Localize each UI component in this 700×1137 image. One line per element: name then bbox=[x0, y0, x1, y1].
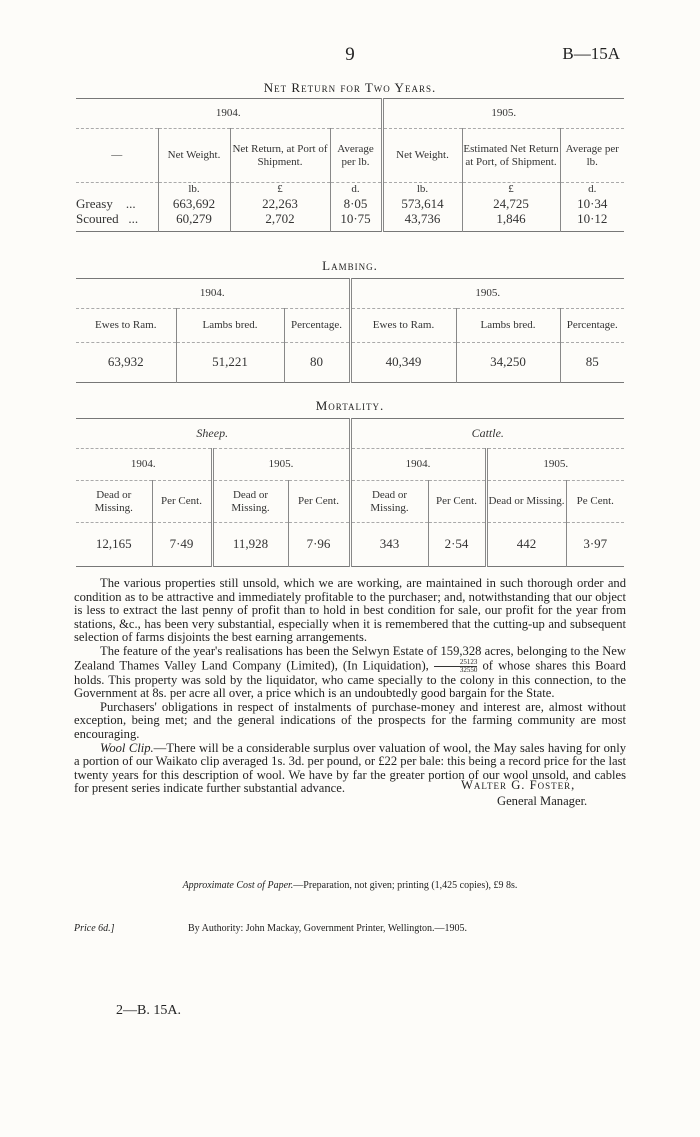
ewes-value-1905: 40,349 bbox=[350, 343, 456, 383]
unit-pence-1905: d. bbox=[560, 183, 624, 197]
blank-column-header: — bbox=[111, 149, 123, 162]
signature-title: General Manager. bbox=[497, 794, 588, 808]
percentage-value-1905: 85 bbox=[560, 343, 624, 383]
scoured-weight-1905: 43,736 bbox=[382, 212, 462, 232]
lambing-year-1904: 1904. bbox=[76, 279, 350, 309]
cattle-dead-value-1904: 343 bbox=[350, 523, 428, 567]
unit-lb-1904: lb. bbox=[158, 183, 230, 197]
ewes-header-1904: Ewes to Ram. bbox=[95, 319, 157, 332]
greasy-weight-1904: 663,692 bbox=[158, 197, 230, 212]
net-weight-header-1904: Net Weight. bbox=[158, 129, 230, 183]
greasy-weight-1905: 573,614 bbox=[382, 197, 462, 212]
sheep-year-1904: 1904. bbox=[130, 458, 156, 471]
cattle-year-1905: 1905. bbox=[486, 449, 624, 481]
unit-pence-1904: d. bbox=[330, 183, 382, 197]
ewes-value-1904: 63,932 bbox=[107, 354, 144, 370]
net-return-title: Net Return for Two Years. bbox=[263, 80, 437, 95]
lambing-year-1905: 1905. bbox=[350, 279, 624, 309]
table-row-label: Scoured ... bbox=[76, 210, 139, 226]
greasy-average-1904: 8·05 bbox=[330, 197, 382, 212]
sheep-year-1905: 1905. bbox=[212, 449, 350, 481]
scoured-weight-1904: 60,279 bbox=[158, 212, 230, 232]
scoured-return-1904: 2,702 bbox=[230, 212, 330, 232]
paragraph-selwyn-estate: The feature of the year's realisations has been the Selwyn Estate of 159,328 acres, belonging to the New Zealand Thames Valley Land Company (Limited), (In Liquidation), $\frac{25123}{32550}$ of whose shares this Board holds. This property was sold by the liquidator, who came specially to the colony in this connection, to the Government at 8s. per acre all over, a price which is an undoubtedly good bargain for the State. bbox=[74, 643, 626, 701]
paragraph-purchasers: Purchasers' obligations in respect of instalments of purchase-money and interest are, almost without exception, being met; and the general indications of the prospects for the farming community are most encouraging. bbox=[74, 699, 626, 741]
cattle-header: Cattle. bbox=[350, 419, 624, 449]
unit-pound-1905: £ bbox=[462, 183, 560, 197]
sheep-dead-value-1905: 11,928 bbox=[212, 523, 288, 567]
sheep-pct-value-1904: 7·49 bbox=[152, 523, 212, 567]
paragraph-properties: The various properties still unsold, which we are working, are maintained in such thorough order and condition as to be attractive and immediately profitable to the purchaser; and, notwithstanding that our object is less to extract the last penny of profit than to hold in best condition for sale, our profit for the year from stations, &c., has been very substantial, especially when it is remembered that the cutting-up and subsequent selection of farms disjoints the best earning arrangements. bbox=[74, 576, 626, 645]
cattle-year-1904: 1904. bbox=[350, 449, 486, 481]
table-row-label: Greasy ... bbox=[76, 195, 136, 211]
document-reference: B—15A bbox=[562, 44, 620, 63]
average-header-1904: Average per lb. bbox=[330, 129, 382, 183]
mortality-table bbox=[76, 418, 624, 567]
cattle-dead-value-1905: 442 bbox=[486, 523, 566, 567]
sheep-header: Sheep. bbox=[76, 419, 350, 449]
lambs-value-1905: 34,250 bbox=[456, 343, 560, 383]
sheep-dead-header-1904: Dead or Missing. bbox=[94, 488, 133, 514]
cattle-pct-value-1905: 3·97 bbox=[566, 523, 624, 567]
net-return-year-1905: 1905. bbox=[382, 99, 624, 129]
scoured-average-1904: 10·75 bbox=[330, 212, 382, 232]
percentage-header-1904: Percentage. bbox=[284, 309, 350, 343]
cost-of-paper: Approximate Cost of Paper.—Preparation, not given; printing (1,425 copies), £9 8s. bbox=[182, 880, 518, 891]
sheep-pct-header-1904: Per Cent. bbox=[152, 481, 212, 523]
greasy-return-1904: 22,263 bbox=[230, 197, 330, 212]
unit-pound-1904: £ bbox=[230, 183, 330, 197]
cattle-dead-header-1904: Dead or Missing. bbox=[350, 481, 428, 523]
sheep-dead-header-1905: Dead or Missing. bbox=[212, 481, 288, 523]
sheep-dead-value-1904: 12,165 bbox=[95, 536, 132, 552]
unit-lb-1905: lb. bbox=[382, 183, 462, 197]
sheet-signature: 2—B. 15A. bbox=[116, 1003, 181, 1018]
lambs-header-1904: Lambs bred. bbox=[176, 309, 284, 343]
lambing-table bbox=[76, 278, 624, 383]
lambs-header-1905: Lambs bred. bbox=[456, 309, 560, 343]
cattle-dead-header-1905: Dead or Missing. bbox=[486, 481, 566, 523]
scoured-return-1905: 1,846 bbox=[462, 212, 560, 232]
greasy-return-1905: 24,725 bbox=[462, 197, 560, 212]
net-return-table bbox=[76, 98, 624, 232]
net-return-header-1905: Estimated Net Return at Port, of Shipment. bbox=[462, 129, 560, 183]
net-return-year-1904: 1904. bbox=[76, 99, 382, 129]
greasy-average-1905: 10·34 bbox=[560, 197, 624, 212]
lambs-value-1904: 51,221 bbox=[176, 343, 284, 383]
cattle-pct-value-1904: 2·54 bbox=[428, 523, 486, 567]
page-number: 9 bbox=[345, 44, 355, 65]
net-return-header-1904: Net Return, at Port of Shipment. bbox=[230, 129, 330, 183]
mortality-title: Mortality. bbox=[315, 398, 385, 413]
percentage-value-1904: 80 bbox=[284, 343, 350, 383]
ewes-header-1905: Ewes to Ram. bbox=[350, 309, 456, 343]
price-label: Price 6d.] bbox=[74, 923, 115, 934]
paragraph-wool-clip: Wool Clip.—There will be a considerable surplus over valuation of wool, the May sales having for only a portion of our Waikato clip averaged 1s. 3d. per pound, or £22 per bale: this being a record price for the last twenty years for this description of wool. We have by far the greater portion of our wool unsold, and cables for present series indicate further substantial advance. bbox=[74, 740, 626, 796]
share-fraction: $\frac{25123}{32550}$ bbox=[434, 659, 478, 674]
signature-name: Walter G. Foster, bbox=[461, 778, 576, 792]
printer-authority: By Authority: John Mackay, Government Printer, Wellington.—1905. bbox=[188, 923, 468, 934]
net-weight-header-1905: Net Weight. bbox=[382, 129, 462, 183]
cattle-pct-header-1904: Per Cent. bbox=[428, 481, 486, 523]
scoured-average-1905: 10·12 bbox=[560, 212, 624, 232]
lambing-title: Lambing. bbox=[322, 258, 378, 273]
percentage-header-1905: Percentage. bbox=[560, 309, 624, 343]
sheep-pct-value-1905: 7·96 bbox=[288, 523, 350, 567]
report-body bbox=[74, 577, 626, 796]
cattle-pct-header-1905: Pe Cent. bbox=[566, 481, 624, 523]
sheep-pct-header-1905: Per Cent. bbox=[288, 481, 350, 523]
average-header-1905: Average per lb. bbox=[560, 129, 624, 183]
